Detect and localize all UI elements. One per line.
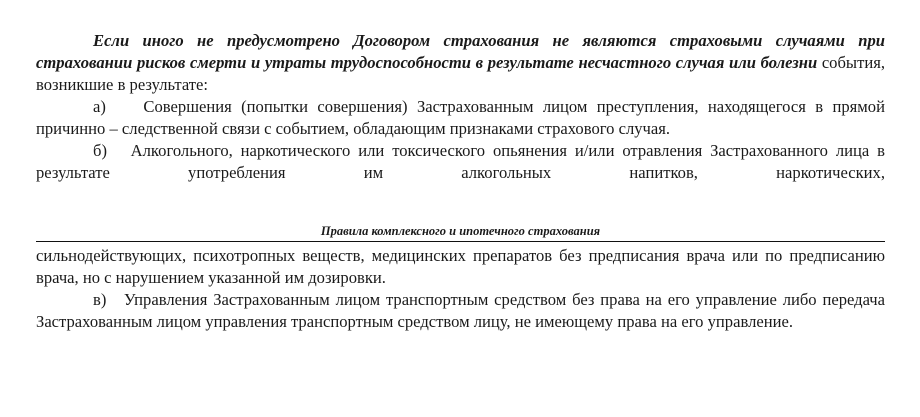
item-a-paragraph: а) Совершения (попытки совершения) Застрахованным лицом преступления, находящегося в прямой причинно – следственной связи с событием, обладающим признаками страхового случая. [36, 97, 885, 138]
intro-emphasis: Если иного не предусмотрено Договором страхования не являются страховыми случаями при страховании рисков смерти и утраты трудоспособности в результате несчастного случая или болезни [36, 31, 885, 72]
document-body-top [36, 30, 885, 184]
intro-paragraph [36, 30, 885, 96]
item-b-paragraph-part1: б) Алкогольного, наркотического или токсического опьянения и/или отравления Застрахованного лица в результате употребления им алкогольных напитков, наркотических, [36, 141, 885, 182]
intro-tail: события, возникшие в результате: [36, 53, 885, 94]
item-b-paragraph-part2: сильнодействующих, психотропных веществ, медицинских препаратов без предписания врача или по предписанию врача, но с нарушением указанной им дозировки. [36, 246, 885, 287]
item-c-paragraph: в) Управления Застрахованным лицом транспортным средством без права на его управление либо передача Застрахованным лицом управления транспортным средством лицу, не имеющему права на его управление. [36, 290, 885, 331]
header-rule [36, 241, 885, 242]
page-header: Правила комплексного и ипотечного страхования [320, 224, 601, 238]
document-body-bottom [36, 245, 885, 333]
